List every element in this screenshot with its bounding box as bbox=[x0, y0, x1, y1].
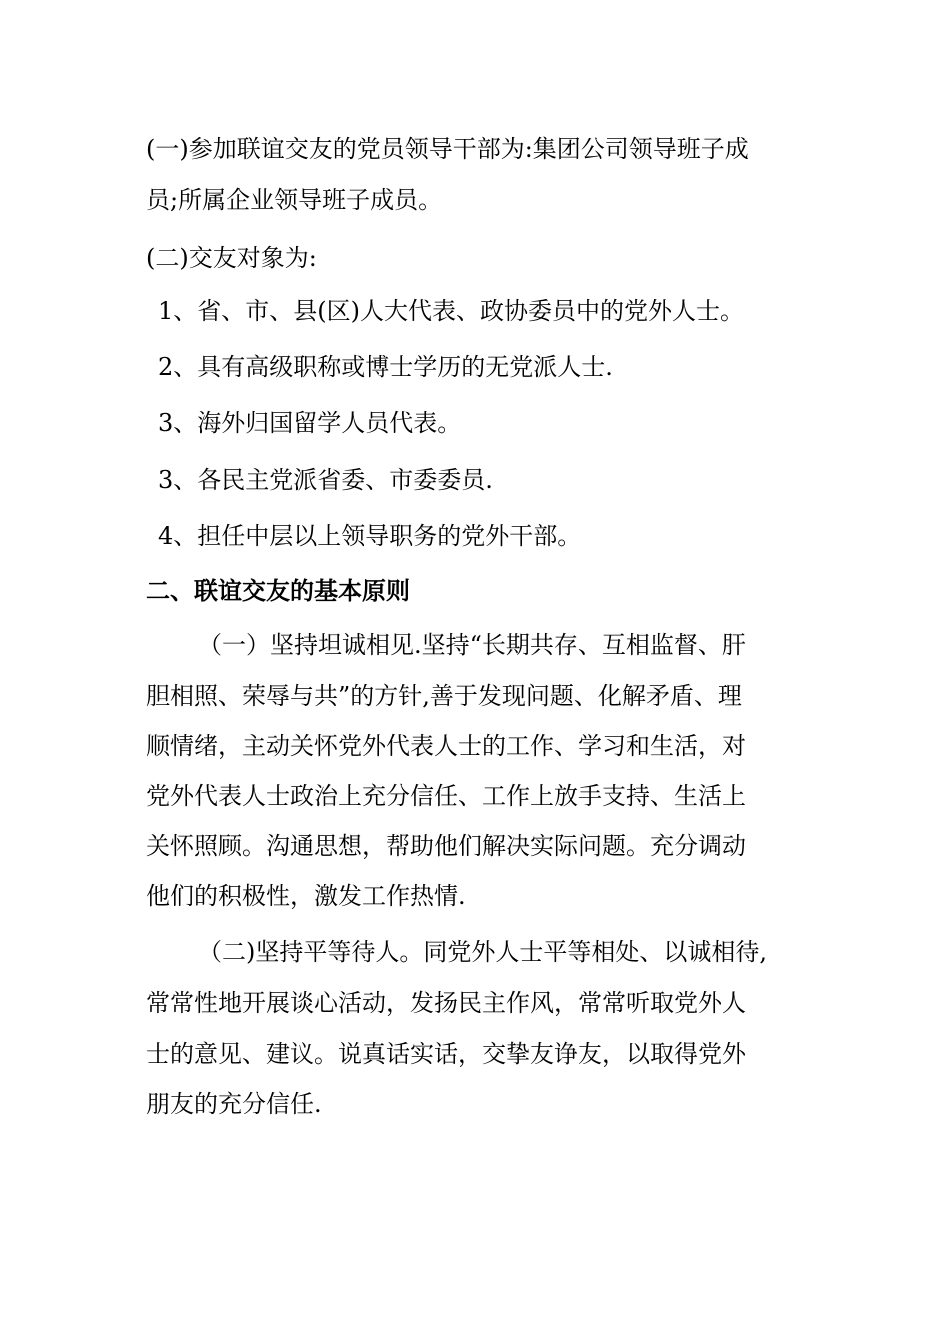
section-heading: 二、联谊交友的基本原则 bbox=[146, 577, 410, 605]
para1-line-4: 党外代表人士政治上充分信任、工作上放手支持、生活上 bbox=[146, 782, 746, 810]
item-b-text: (二)交友对象为: bbox=[146, 244, 317, 272]
list-item: 4、担任中层以上领导职务的党外干部。 bbox=[158, 522, 582, 550]
para2-line-2: 常常性地开展谈心活动，发扬民主作风，常常听取党外人 bbox=[146, 989, 746, 1017]
list-item: 2、具有高级职称或博士学历的无党派人士. bbox=[158, 353, 613, 381]
para2-line-3: 士的意见、建议。说真话实话，交挚友诤友，以取得党外 bbox=[146, 1040, 746, 1068]
list-item: 3、各民主党派省委、市委委员. bbox=[158, 466, 493, 494]
list-item: 1、省、市、县(区)人大代表、政协委员中的党外人士。 bbox=[158, 297, 744, 325]
para1-line-3: 顺情绪，主动关怀党外代表人士的工作、学习和生活，对 bbox=[146, 732, 746, 760]
list-item: 3、海外归国留学人员代表。 bbox=[158, 409, 462, 437]
para1-line-1: （一）坚持坦诚相见.坚持“长期共存、互相监督、肝 bbox=[198, 631, 746, 659]
para2-line-4: 朋友的充分信任. bbox=[146, 1090, 322, 1118]
item-a-line-1: (一)参加联谊交友的党员领导干部为:集团公司领导班子成 bbox=[146, 135, 749, 163]
para1-line-2: 胆相照、荣辱与共”的方针,善于发现问题、化解矛盾、理 bbox=[146, 682, 742, 710]
para1-line-6: 他们的积极性，激发工作热情. bbox=[146, 882, 466, 910]
para2-line-1: （二)坚持平等待人。同党外人士平等相处、以诚相待, bbox=[198, 938, 767, 966]
item-a-line-2: 员;所属企业领导班子成员。 bbox=[146, 186, 443, 214]
para1-line-5: 关怀照顾。沟通思想，帮助他们解决实际问题。充分调动 bbox=[146, 832, 746, 860]
